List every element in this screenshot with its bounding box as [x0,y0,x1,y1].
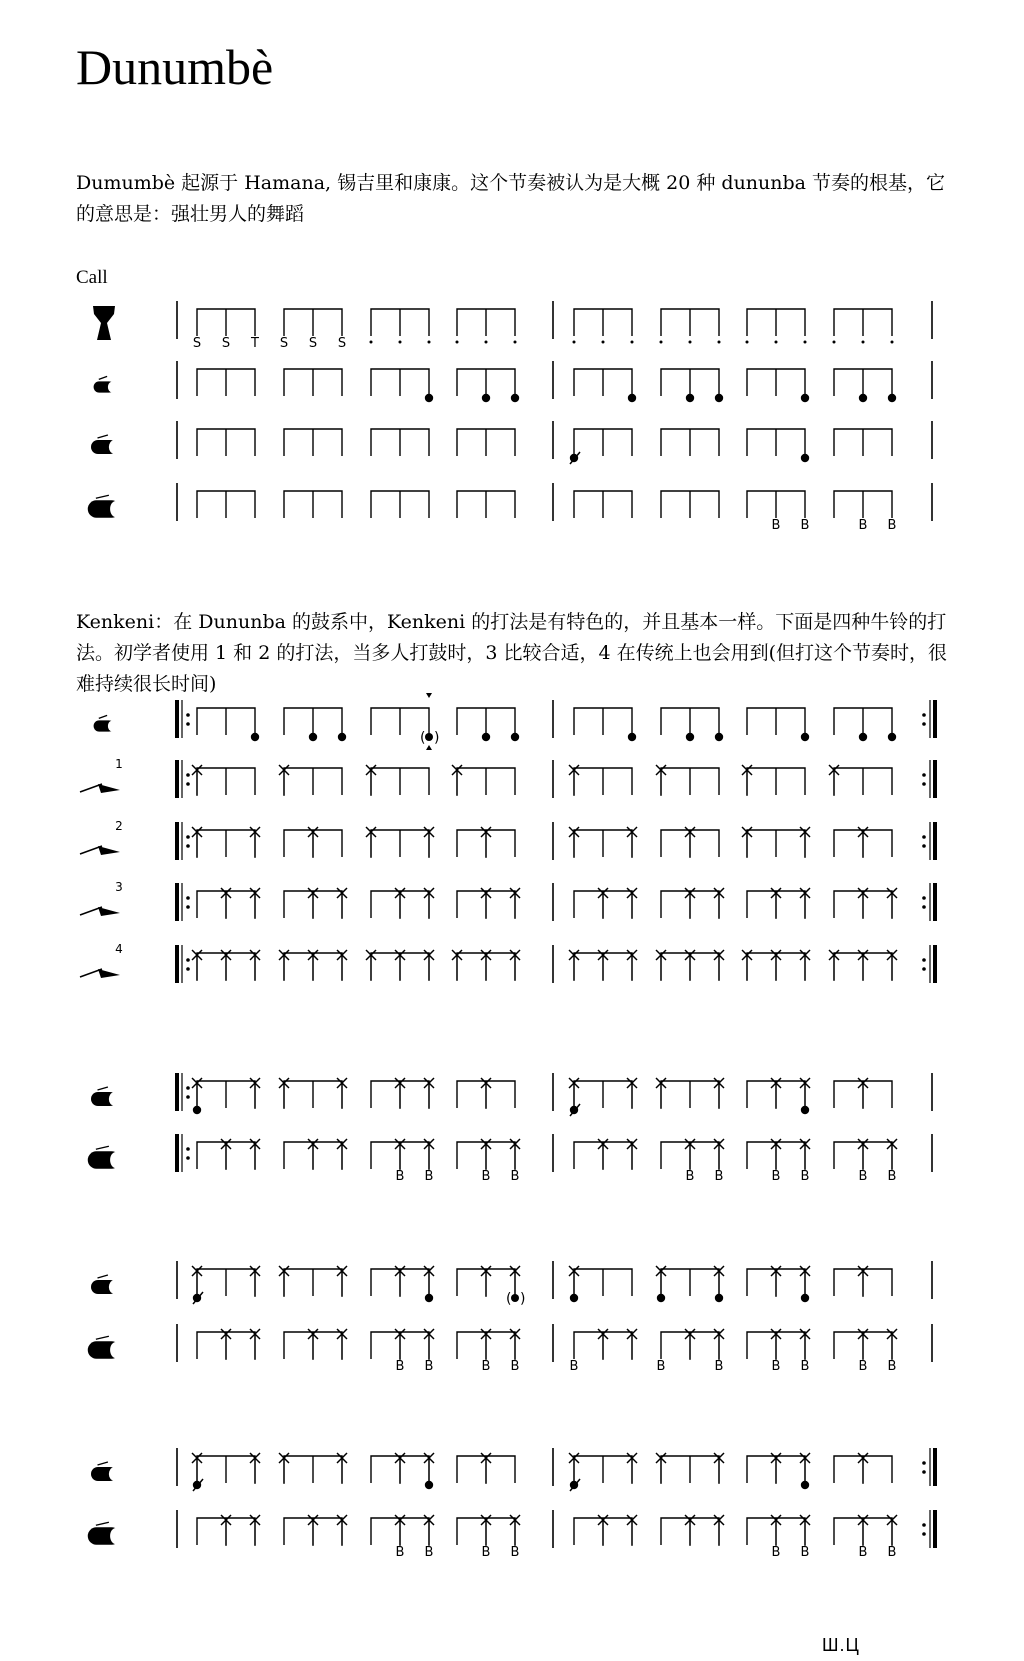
beat-group [457,827,515,858]
beat-group [569,1078,637,1116]
staff-row [94,361,932,402]
page-title: Dunumbè [76,39,274,95]
svg-text:B: B [714,1169,724,1184]
staff-row [88,1510,935,1560]
staff-row [88,1134,932,1184]
svg-text:B: B [887,1545,897,1560]
dununba-icon [88,1146,122,1169]
beat-group [833,309,894,344]
beat-group [371,491,429,518]
beat-group [661,369,723,402]
svg-text:B: B [395,1359,405,1374]
beat-group [747,1515,810,1560]
beat-group [279,950,347,981]
kenkeni-icon [94,376,116,392]
svg-text:B: B [858,1545,868,1560]
beat-group [834,1515,897,1560]
svg-text:): ) [520,1291,526,1307]
beat-group [656,1266,724,1302]
beat-group [192,765,255,796]
svg-text:B: B [887,518,897,533]
beat-group [569,765,632,796]
svg-text:B: B [800,518,810,533]
pattern-number: 1 [115,757,123,771]
beat-group [371,429,429,456]
beat-group [192,1266,260,1304]
svg-text:B: B [656,1359,666,1374]
beat-group [284,429,342,456]
kenkeni-paragraph: Kenkeni：在 Dununba 的鼓系中，Kenkeni 的打法是有特色的，并且基本一样。下面是四种牛铃的打法。初学者使用 1 和 2 的打法，当多人打鼓时，3 比较合适，4 在传统上也会用到(但打这个节奏时，很难持续很长时间) [76,611,948,695]
beat-group [457,708,519,741]
beat-group [747,1453,810,1489]
staff-row [91,421,932,464]
bell-icon [80,907,120,916]
beat-group [284,708,346,741]
svg-text:B: B [510,1359,520,1374]
svg-text:(: ( [420,730,426,746]
beat-group [284,491,342,518]
beat-group [284,369,342,396]
beat-group [574,369,636,402]
beat-group [656,765,719,796]
beat-group [371,1078,434,1109]
svg-text:B: B [887,1359,897,1374]
staff-row [93,301,932,351]
beat-group [457,1329,520,1374]
svg-text:S: S [308,336,318,351]
beat-group [370,309,431,344]
sangban-icon [91,1087,118,1106]
beat-group [661,491,719,518]
svg-text:B: B [858,518,868,533]
dununba-icon [88,1522,122,1545]
beat-group [747,888,810,919]
djembe-icon [93,306,115,340]
beat-group [371,1515,434,1560]
beat-group [284,888,347,919]
beat-group [457,1078,515,1109]
beat-group [284,827,342,858]
beat-group [747,369,809,402]
beat-group [197,429,255,456]
beat-group [192,950,260,981]
staff-row [94,700,935,746]
beat-group [371,708,439,746]
beat-group [366,827,434,858]
staff-row [91,1448,935,1491]
beat-group [284,1139,347,1170]
svg-text:B: B [800,1359,810,1374]
beat-group [371,1266,434,1302]
beat-group [371,1329,434,1374]
beat-group [834,491,896,533]
beat-group [834,888,897,919]
kenkeni-icon [94,715,116,731]
dununba-icon [88,495,122,518]
beat-group [661,1515,724,1546]
beat-group [452,950,520,981]
beat-group [456,309,517,344]
svg-text:S: S [221,336,231,351]
svg-text:B: B [800,1169,810,1184]
staff-row [91,1261,932,1307]
beat-group [457,1453,515,1484]
beat-group [366,765,429,796]
beat-group [193,309,259,351]
sangban-icon [91,435,118,454]
beat-group [661,888,724,919]
beat-group [457,429,515,456]
svg-text:B: B [510,1169,520,1184]
svg-text:B: B [714,1359,724,1374]
beat-group [457,1515,520,1560]
svg-text:B: B [771,518,781,533]
beat-group [197,491,255,518]
staff-row [91,1073,932,1116]
beat-group [656,1078,724,1109]
beat-group [457,369,519,402]
beat-group [834,708,896,741]
bell-icon [80,784,120,793]
beat-group [574,491,632,518]
svg-text:B: B [395,1545,405,1560]
beat-group [279,1266,347,1297]
svg-text:B: B [481,1359,491,1374]
beat-group [197,888,260,919]
beat-group [746,309,807,344]
staff-row [88,1324,932,1374]
pattern-number: 4 [115,942,123,956]
staff-row [80,880,935,921]
beat-group [834,1078,892,1109]
beat-group [197,1515,260,1546]
beat-group [457,1139,520,1184]
beat-group [747,1329,810,1374]
beat-group [192,1078,260,1114]
svg-text:B: B [395,1169,405,1184]
svg-text:B: B [510,1545,520,1560]
staff-row [80,757,935,798]
bell-icon [80,846,120,855]
staff-row [88,483,932,533]
beat-group [371,1453,434,1489]
beat-group [192,827,260,858]
pattern-number: 3 [115,880,123,894]
beat-group [569,950,637,981]
staff-row [80,942,935,983]
beat-group [747,429,809,462]
beat-group [829,950,897,981]
intro-paragraph: Dumumbè 起源于 Hamana, 锡吉里和康康。这个节奏被认为是大概 20 种 dununba 节奏的根基，它的意思是：强壮男人的舞蹈 [76,172,946,225]
beat-group [569,1453,637,1491]
svg-text:): ) [434,730,440,746]
bell-icon [80,969,120,978]
beat-group [660,309,721,344]
beat-group [661,429,719,456]
beat-group [747,1139,810,1184]
beat-group [457,491,515,518]
beat-group [457,1266,525,1307]
beat-group [657,1329,724,1374]
beat-group [574,1515,637,1546]
pattern-number: 2 [115,819,123,833]
beat-group [829,765,892,796]
beat-group [656,1453,724,1484]
beat-group [371,369,433,402]
svg-text:B: B [569,1359,579,1374]
beat-group [569,1266,632,1302]
svg-text:B: B [424,1359,434,1374]
svg-text:B: B [424,1169,434,1184]
sangban-icon [91,1275,118,1294]
beat-group [279,765,342,796]
beat-group [569,827,637,858]
beat-group [197,1329,260,1360]
sangban-icon [91,1462,118,1481]
beat-group [661,708,723,741]
svg-text:B: B [858,1169,868,1184]
beat-group [279,1453,347,1484]
beat-group [834,1139,897,1184]
beat-group [284,1515,347,1546]
beat-group [197,708,259,741]
svg-text:(: ( [506,1291,512,1307]
beat-group [742,765,805,796]
beat-group [834,429,892,456]
svg-text:T: T [251,336,259,351]
svg-text:B: B [771,1169,781,1184]
svg-text:B: B [481,1545,491,1560]
beat-group [457,888,520,919]
beat-group [366,950,434,981]
beat-group [570,429,632,464]
svg-text:S: S [192,336,202,351]
beat-group [574,1139,637,1170]
beat-group [452,765,515,796]
svg-text:S: S [337,336,347,351]
svg-text:B: B [771,1359,781,1374]
beat-group [570,1329,637,1374]
beat-group [747,1266,810,1302]
call-label: Call [76,267,108,288]
beat-group [371,888,434,919]
beat-group [280,309,346,351]
svg-text:B: B [800,1545,810,1560]
beat-group [834,369,896,402]
beat-group [747,1078,810,1114]
beat-group [192,1453,260,1491]
beat-group [834,1329,897,1374]
beat-group [574,708,636,741]
beat-group [574,888,637,919]
beat-group [834,1266,892,1297]
beat-group [661,1139,724,1184]
beat-group [197,369,255,396]
svg-text:B: B [887,1169,897,1184]
svg-text:S: S [279,336,289,351]
beat-group [742,827,810,858]
beat-group [279,1078,347,1109]
beat-group [742,950,810,981]
svg-text:B: B [771,1545,781,1560]
beat-group [573,309,634,344]
beat-group [197,1139,260,1170]
beat-group [656,950,724,981]
svg-text:B: B [858,1359,868,1374]
footer-mark: Ш.Ц [822,1635,860,1655]
beat-group [661,827,719,858]
beat-group [834,827,892,858]
dununba-icon [88,1336,122,1359]
svg-text:B: B [481,1169,491,1184]
beat-group [747,708,809,741]
beat-group [747,491,809,533]
svg-text:B: B [424,1545,434,1560]
svg-text:B: B [685,1169,695,1184]
staff-row [80,819,935,860]
beat-group [284,1329,347,1360]
beat-group [834,1453,892,1484]
beat-group [371,1139,434,1184]
